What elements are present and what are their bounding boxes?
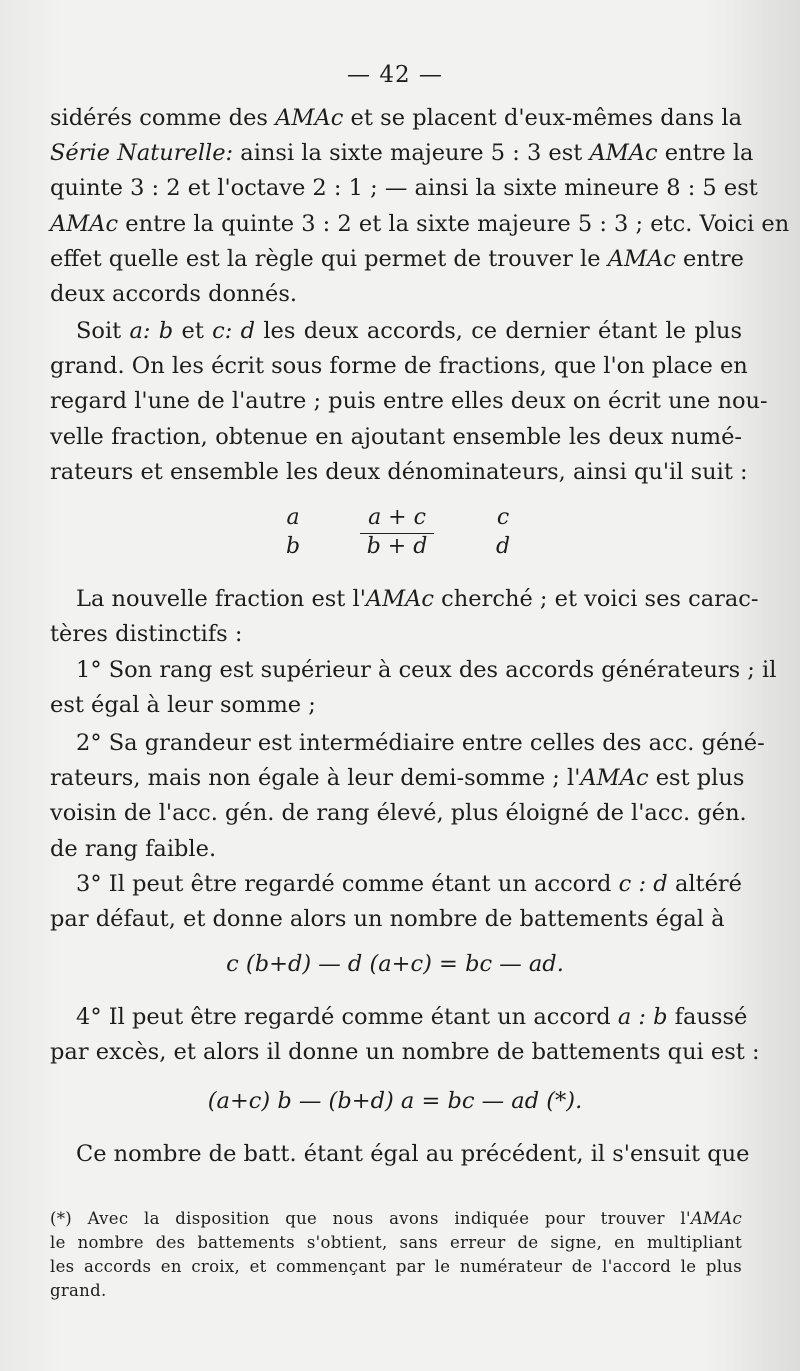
para1-line: sidérés comme des AMAc et se placent d'eux-mêmes dans la xyxy=(50,105,743,131)
para7-line: par excès, et alors il donne un nombre de battements qui est : xyxy=(50,1039,760,1066)
paragraph-4 xyxy=(50,653,777,723)
para5-line: voisin de l'acc. gén. de rang élevé, plus éloigné de l'acc. gén. xyxy=(50,800,747,827)
para2-line: Soit a: b et c: d les deux accords, ce dernier étant le plus xyxy=(76,318,742,344)
para5-line: de rang faible. xyxy=(50,835,217,862)
para8-line: Ce nombre de batt. étant égal au précédent, il s'ensuit que xyxy=(76,1141,750,1167)
para7-line: 4° Il peut être regardé comme étant un accord a : b faussé xyxy=(76,1004,748,1030)
para4-line: est égal à leur somme ; xyxy=(50,692,316,719)
fraction-middle-numerator: a + c xyxy=(368,505,426,530)
footnote-line: (*) Avec la disposition que nous avons indiquée pour trouver l'AMAc xyxy=(50,1209,742,1228)
para2-line: regard l'une de l'autre ; puis entre elles deux on écrit une nou- xyxy=(50,388,768,415)
fraction-right xyxy=(490,505,516,560)
para6-line: 3° Il peut être regardé comme étant un accord c : d altéré xyxy=(76,871,742,897)
fraction-left-numerator: a xyxy=(286,505,300,530)
para2-line: velle fraction, obtenue en ajoutant ensemble les deux numé- xyxy=(50,423,742,450)
fraction-right-numerator: c xyxy=(496,505,510,530)
para3-line: La nouvelle fraction est l'AMAc cherché ; et voici ses carac- xyxy=(76,586,759,612)
paragraph-8 xyxy=(50,1137,750,1172)
para5-line: rateurs, mais non égale à leur demi-somme ; l'AMAc est plus xyxy=(50,765,745,792)
para2-line: rateurs et ensemble les deux dénominateurs, ainsi qu'il suit : xyxy=(50,458,748,485)
para1-line: effet quelle est la règle qui permet de trouver le AMAc entre xyxy=(50,245,744,272)
fraction-middle xyxy=(360,505,434,560)
fraction-middle-denominator: b + d xyxy=(366,534,428,559)
para1-line: Série Naturelle: ainsi la sixte majeure 5 : 3 est AMAc entre la xyxy=(50,140,754,167)
para1-line: quinte 3 : 2 et l'octave 2 : 1 ; — ainsi la sixte mineure 8 : 5 est xyxy=(50,175,758,202)
footnote-line: grand. xyxy=(50,1281,107,1300)
paragraph-5 xyxy=(50,726,765,867)
paragraph-7 xyxy=(50,1000,760,1070)
fraction-right-denominator: d xyxy=(495,534,511,559)
paragraph-1 xyxy=(50,101,790,312)
footnote xyxy=(50,1207,742,1303)
paragraph-2 xyxy=(50,314,768,490)
paragraph-3 xyxy=(50,582,759,652)
formula-2: (a+c) b — (b+d) a = bc — ad (*). xyxy=(207,1088,583,1114)
para1-line: AMAc entre la quinte 3 : 2 et la sixte majeure 5 : 3 ; etc. Voici en xyxy=(50,210,790,237)
para4-line: 1° Son rang est supérieur à ceux des accords générateurs ; il xyxy=(76,657,777,683)
fraction-left-denominator: b xyxy=(285,534,301,559)
footnote-line: les accords en croix, et commençant par le numérateur de l'accord le plus xyxy=(50,1257,742,1276)
formula-1: c (b+d) — d (a+c) = bc — ad. xyxy=(226,951,564,977)
footnote-line: le nombre des battements s'obtient, sans erreur de signe, en multipliant xyxy=(50,1233,742,1252)
para5-line: 2° Sa grandeur est intermédiaire entre celles des acc. géné- xyxy=(76,730,765,756)
para1-line: deux accords donnés. xyxy=(50,281,298,308)
para3-line: tères distinctifs : xyxy=(50,621,243,648)
page-number: — 42 — xyxy=(347,62,443,88)
paragraph-6 xyxy=(50,867,742,937)
para2-line: grand. On les écrit sous forme de fractions, que l'on place en xyxy=(50,353,748,380)
fraction-left xyxy=(280,505,306,560)
para6-line: par défaut, et donne alors un nombre de battements égal à xyxy=(50,906,725,933)
fraction-row xyxy=(0,505,800,565)
